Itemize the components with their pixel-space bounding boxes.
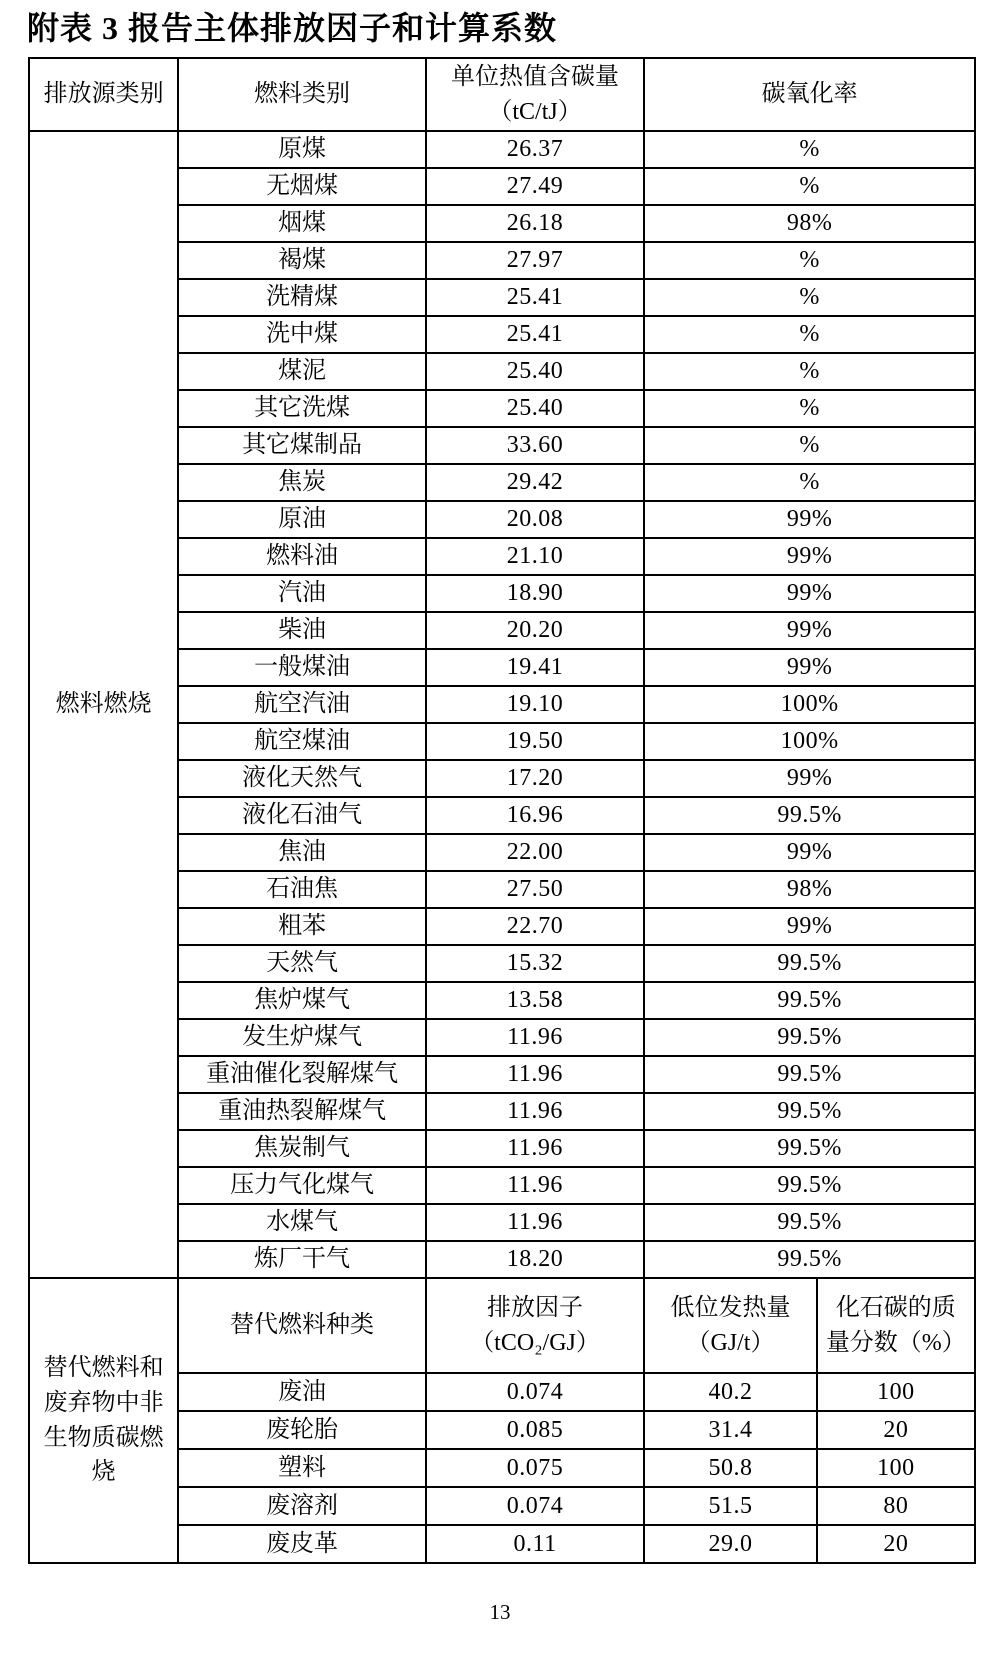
heat-value-cell: 40.2	[644, 1373, 816, 1411]
fuel-name-cell: 重油催化裂解煤气	[178, 1056, 426, 1093]
oxidation-rate-cell: %	[644, 131, 975, 168]
header-fossil-carbon-line1: 化石碳的质	[835, 1294, 956, 1321]
carbon-content-cell: 27.49	[426, 168, 644, 205]
carbon-content-cell: 20.08	[426, 501, 644, 538]
oxidation-rate-cell: 99.5%	[644, 982, 975, 1019]
oxidation-rate-cell: %	[644, 242, 975, 279]
oxidation-rate-cell: 99.5%	[644, 945, 975, 982]
carbon-content-cell: 19.41	[426, 649, 644, 686]
header-emission-factor	[426, 1278, 644, 1373]
fuel-name-cell: 天然气	[178, 945, 426, 982]
fuel-name-cell: 洗精煤	[178, 279, 426, 316]
carbon-content-cell: 20.20	[426, 612, 644, 649]
oxidation-rate-cell: 98%	[644, 205, 975, 242]
alt-fuel-type-cell: 废油	[178, 1373, 426, 1411]
carbon-content-cell: 17.20	[426, 760, 644, 797]
fuel-name-cell: 航空煤油	[178, 723, 426, 760]
oxidation-rate-cell: 99%	[644, 575, 975, 612]
fuel-name-cell: 其它煤制品	[178, 427, 426, 464]
heat-value-cell: 50.8	[644, 1449, 816, 1487]
oxidation-rate-cell: %	[644, 427, 975, 464]
oxidation-rate-cell: 99.5%	[644, 1019, 975, 1056]
fuel-name-cell: 煤泥	[178, 353, 426, 390]
carbon-content-cell: 26.18	[426, 205, 644, 242]
oxidation-rate-cell: 99%	[644, 501, 975, 538]
carbon-content-cell: 22.70	[426, 908, 644, 945]
header-oxidation-rate: 碳氧化率	[644, 58, 975, 131]
emission-factor-cell: 0.11	[426, 1525, 644, 1563]
emission-factor-cell: 0.074	[426, 1487, 644, 1525]
header-carbon-content-line1: 单位热值含碳量	[451, 63, 620, 90]
fuel-name-cell: 焦炭制气	[178, 1130, 426, 1167]
fossil-carbon-cell: 100	[817, 1373, 975, 1411]
carbon-content-cell: 18.90	[426, 575, 644, 612]
header-fuel-category: 燃料类别	[178, 58, 426, 131]
oxidation-rate-cell: 99%	[644, 834, 975, 871]
oxidation-rate-cell: 99.5%	[644, 1093, 975, 1130]
fuel-name-cell: 一般煤油	[178, 649, 426, 686]
emission-factor-cell: 0.074	[426, 1373, 644, 1411]
oxidation-rate-cell: 100%	[644, 686, 975, 723]
fossil-carbon-cell: 80	[817, 1487, 975, 1525]
fuel-name-cell: 炼厂干气	[178, 1241, 426, 1278]
oxidation-rate-cell: 99%	[644, 612, 975, 649]
carbon-content-cell: 25.40	[426, 353, 644, 390]
fuel-name-cell: 原油	[178, 501, 426, 538]
oxidation-rate-cell: 100%	[644, 723, 975, 760]
heat-value-cell: 29.0	[644, 1525, 816, 1563]
page-title: 附表 3 报告主体排放因子和计算系数	[27, 10, 558, 46]
carbon-content-cell: 11.96	[426, 1204, 644, 1241]
alt-fuel-type-cell: 废溶剂	[178, 1487, 426, 1525]
header-alt-fuel-type: 替代燃料种类	[178, 1278, 426, 1373]
carbon-content-cell: 18.20	[426, 1241, 644, 1278]
oxidation-rate-cell: 99.5%	[644, 797, 975, 834]
carbon-content-cell: 25.40	[426, 390, 644, 427]
alt-fuel-type-cell: 废轮胎	[178, 1411, 426, 1449]
heat-value-cell: 31.4	[644, 1411, 816, 1449]
carbon-content-cell: 33.60	[426, 427, 644, 464]
oxidation-rate-cell: %	[644, 464, 975, 501]
oxidation-rate-cell: 99%	[644, 538, 975, 575]
header-heat-value	[644, 1278, 816, 1373]
carbon-content-cell: 11.96	[426, 1056, 644, 1093]
header-carbon-content-unit: （tC/tJ）	[488, 98, 582, 125]
carbon-content-cell: 27.50	[426, 871, 644, 908]
fuel-name-cell: 发生炉煤气	[178, 1019, 426, 1056]
header-fossil-carbon	[817, 1278, 975, 1373]
emission-factors-table	[28, 57, 976, 1564]
oxidation-rate-cell: %	[644, 390, 975, 427]
source-category-waste-cell: 替代燃料和废弃物中非生物质碳燃烧	[29, 1278, 178, 1563]
oxidation-rate-cell: %	[644, 353, 975, 390]
carbon-content-cell: 27.97	[426, 242, 644, 279]
carbon-content-cell: 29.42	[426, 464, 644, 501]
table-body	[29, 58, 975, 1563]
fossil-carbon-cell: 20	[817, 1411, 975, 1449]
fuel-name-cell: 柴油	[178, 612, 426, 649]
oxidation-rate-cell: 99%	[644, 908, 975, 945]
heat-value-cell: 51.5	[644, 1487, 816, 1525]
fuel-name-cell: 水煤气	[178, 1204, 426, 1241]
emission-factor-cell: 0.075	[426, 1449, 644, 1487]
oxidation-rate-cell: %	[644, 168, 975, 205]
carbon-content-cell: 25.41	[426, 316, 644, 353]
fossil-carbon-cell: 100	[817, 1449, 975, 1487]
fuel-name-cell: 焦油	[178, 834, 426, 871]
carbon-content-cell: 25.41	[426, 279, 644, 316]
oxidation-rate-cell: %	[644, 316, 975, 353]
fuel-name-cell: 石油焦	[178, 871, 426, 908]
fuel-name-cell: 汽油	[178, 575, 426, 612]
oxidation-rate-cell: 98%	[644, 871, 975, 908]
carbon-content-cell: 16.96	[426, 797, 644, 834]
header-fossil-carbon-line2: 量分数（%）	[825, 1329, 966, 1356]
header-emission-factor-line1: 排放因子	[487, 1294, 584, 1321]
carbon-content-cell: 26.37	[426, 131, 644, 168]
oxidation-rate-cell: %	[644, 279, 975, 316]
fuel-name-cell: 焦炉煤气	[178, 982, 426, 1019]
fuel-name-cell: 其它洗煤	[178, 390, 426, 427]
fuel-name-cell: 压力气化煤气	[178, 1167, 426, 1204]
header-emission-factor-unit: （tCO₂/GJ）	[470, 1329, 600, 1356]
carbon-content-cell: 19.10	[426, 686, 644, 723]
fuel-name-cell: 焦炭	[178, 464, 426, 501]
header-heat-value-unit: （GJ/t）	[686, 1329, 775, 1356]
fuel-name-cell: 原煤	[178, 131, 426, 168]
source-category-fuel-cell: 燃料燃烧	[29, 131, 178, 1278]
fuel-name-cell: 燃料油	[178, 538, 426, 575]
page-number: 13	[489, 1600, 511, 1624]
oxidation-rate-cell: 99.5%	[644, 1241, 975, 1278]
carbon-content-cell: 22.00	[426, 834, 644, 871]
alt-fuel-type-cell: 废皮革	[178, 1525, 426, 1563]
fuel-name-cell: 无烟煤	[178, 168, 426, 205]
carbon-content-cell: 21.10	[426, 538, 644, 575]
carbon-content-cell: 11.96	[426, 1019, 644, 1056]
carbon-content-cell: 11.96	[426, 1130, 644, 1167]
fuel-name-cell: 烟煤	[178, 205, 426, 242]
main-header-row	[29, 58, 975, 131]
carbon-content-cell: 19.50	[426, 723, 644, 760]
fuel-name-cell: 液化石油气	[178, 797, 426, 834]
fuel-name-cell: 粗苯	[178, 908, 426, 945]
fuel-name-cell: 航空汽油	[178, 686, 426, 723]
oxidation-rate-cell: 99%	[644, 649, 975, 686]
header-heat-value-line1: 低位发热量	[670, 1294, 791, 1321]
fuel-name-cell: 褐煤	[178, 242, 426, 279]
fuel-name-cell: 洗中煤	[178, 316, 426, 353]
oxidation-rate-cell: 99.5%	[644, 1130, 975, 1167]
fuel-name-cell: 重油热裂解煤气	[178, 1093, 426, 1130]
oxidation-rate-cell: 99.5%	[644, 1167, 975, 1204]
oxidation-rate-cell: 99%	[644, 760, 975, 797]
carbon-content-cell: 13.58	[426, 982, 644, 1019]
carbon-content-cell: 11.96	[426, 1093, 644, 1130]
header-carbon-content	[426, 58, 644, 131]
carbon-content-cell: 15.32	[426, 945, 644, 982]
fossil-carbon-cell: 20	[817, 1525, 975, 1563]
waste-header-row	[29, 1278, 975, 1373]
oxidation-rate-cell: 99.5%	[644, 1056, 975, 1093]
carbon-content-cell: 11.96	[426, 1167, 644, 1204]
oxidation-rate-cell: 99.5%	[644, 1204, 975, 1241]
fuel-table-row	[29, 131, 975, 168]
header-source-category: 排放源类别	[29, 58, 178, 131]
alt-fuel-type-cell: 塑料	[178, 1449, 426, 1487]
fuel-name-cell: 液化天然气	[178, 760, 426, 797]
emission-factor-cell: 0.085	[426, 1411, 644, 1449]
